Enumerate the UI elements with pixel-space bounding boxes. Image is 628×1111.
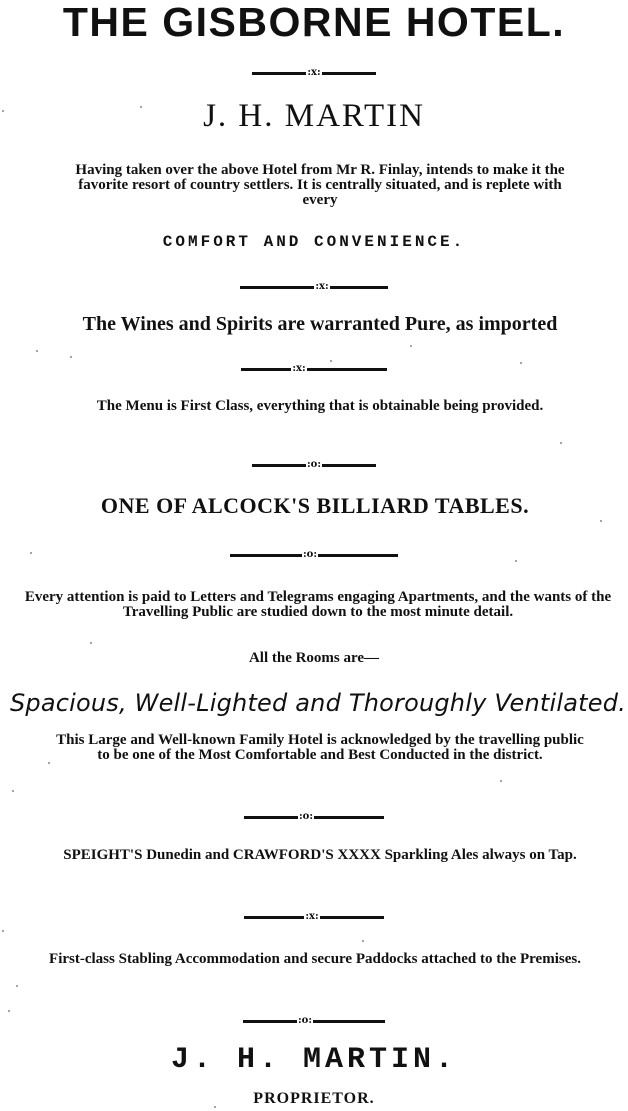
divider-mark: :o:: [297, 1015, 313, 1026]
menu-statement: The Menu is First Class, everything that is obtainable being provided.: [96, 398, 544, 414]
divider-rule: [330, 286, 388, 289]
attention-paragraph: Every attention is paid to Letters and Telegrams engaging Apartments, and the wants of the Travelling Public are studied down to the most minute detail.: [24, 589, 612, 620]
divider-rule: [313, 1020, 385, 1023]
comfort-heading: COMFORT AND CONVENIENCE.: [162, 233, 466, 251]
divider-rule: [320, 916, 384, 919]
family-hotel-paragraph: This Large and Well-known Family Hotel is acknowledged by the travelling public to be one of the Most Comfortable and Best Conducted in the district.: [56, 732, 584, 763]
ornamental-divider: [0, 1014, 628, 1028]
hotel-name-heading: THE GISBORNE HOTEL.: [62, 0, 566, 45]
rooms-description: Spacious, Well-Lighted and Thoroughly Ventilated.: [9, 689, 627, 717]
divider-mark: :o:: [306, 459, 322, 470]
owner-name: J. H. MARTIN: [203, 98, 425, 134]
ornamental-divider: [0, 810, 628, 824]
divider-mark: :x:: [292, 363, 306, 374]
rooms-lead-line: All the Rooms are—: [248, 650, 380, 666]
divider-mark: :o:: [302, 549, 318, 560]
ornamental-divider: [0, 458, 628, 472]
stabling-statement: First-class Stabling Accommodation and secure Paddocks attached to the Premises.: [49, 951, 581, 967]
divider-rule: [322, 72, 376, 75]
ornamental-divider: [0, 280, 628, 294]
ornamental-divider: [0, 66, 628, 80]
divider-mark: :o:: [298, 811, 314, 822]
divider-rule: [322, 464, 376, 467]
ornamental-divider: [0, 362, 628, 376]
divider-rule: [230, 554, 302, 557]
divider-mark: :x:: [307, 67, 321, 78]
divider-rule: [314, 816, 384, 819]
divider-mark: :x:: [305, 911, 319, 922]
divider-rule: [240, 286, 314, 289]
divider-rule: [243, 1020, 297, 1023]
divider-rule: [252, 464, 306, 467]
divider-rule: [318, 554, 398, 557]
billiard-tables-heading: ONE OF ALCOCK'S BILLIARD TABLES.: [100, 493, 530, 518]
ornamental-divider: [0, 548, 628, 562]
proprietor-title: PROPRIETOR.: [253, 1090, 375, 1107]
owner-signature: J. H. MARTIN.: [170, 1043, 458, 1077]
wines-statement: The Wines and Spirits are warranted Pure, as imported: [82, 313, 558, 335]
ales-statement: SPEIGHT'S Dunedin and CRAWFORD'S XXXX Sparkling Ales always on Tap.: [63, 847, 577, 863]
divider-rule: [241, 368, 291, 371]
divider-mark: :x:: [315, 281, 329, 292]
intro-paragraph: Having taken over the above Hotel from Mr R. Finlay, intends to make it the favorite resort of country settlers. It is centrally situated, and is replete with every: [75, 162, 565, 208]
divider-rule: [244, 916, 304, 919]
divider-rule: [244, 816, 298, 819]
divider-rule: [307, 368, 387, 371]
divider-rule: [252, 72, 306, 75]
ornamental-divider: [0, 910, 628, 924]
